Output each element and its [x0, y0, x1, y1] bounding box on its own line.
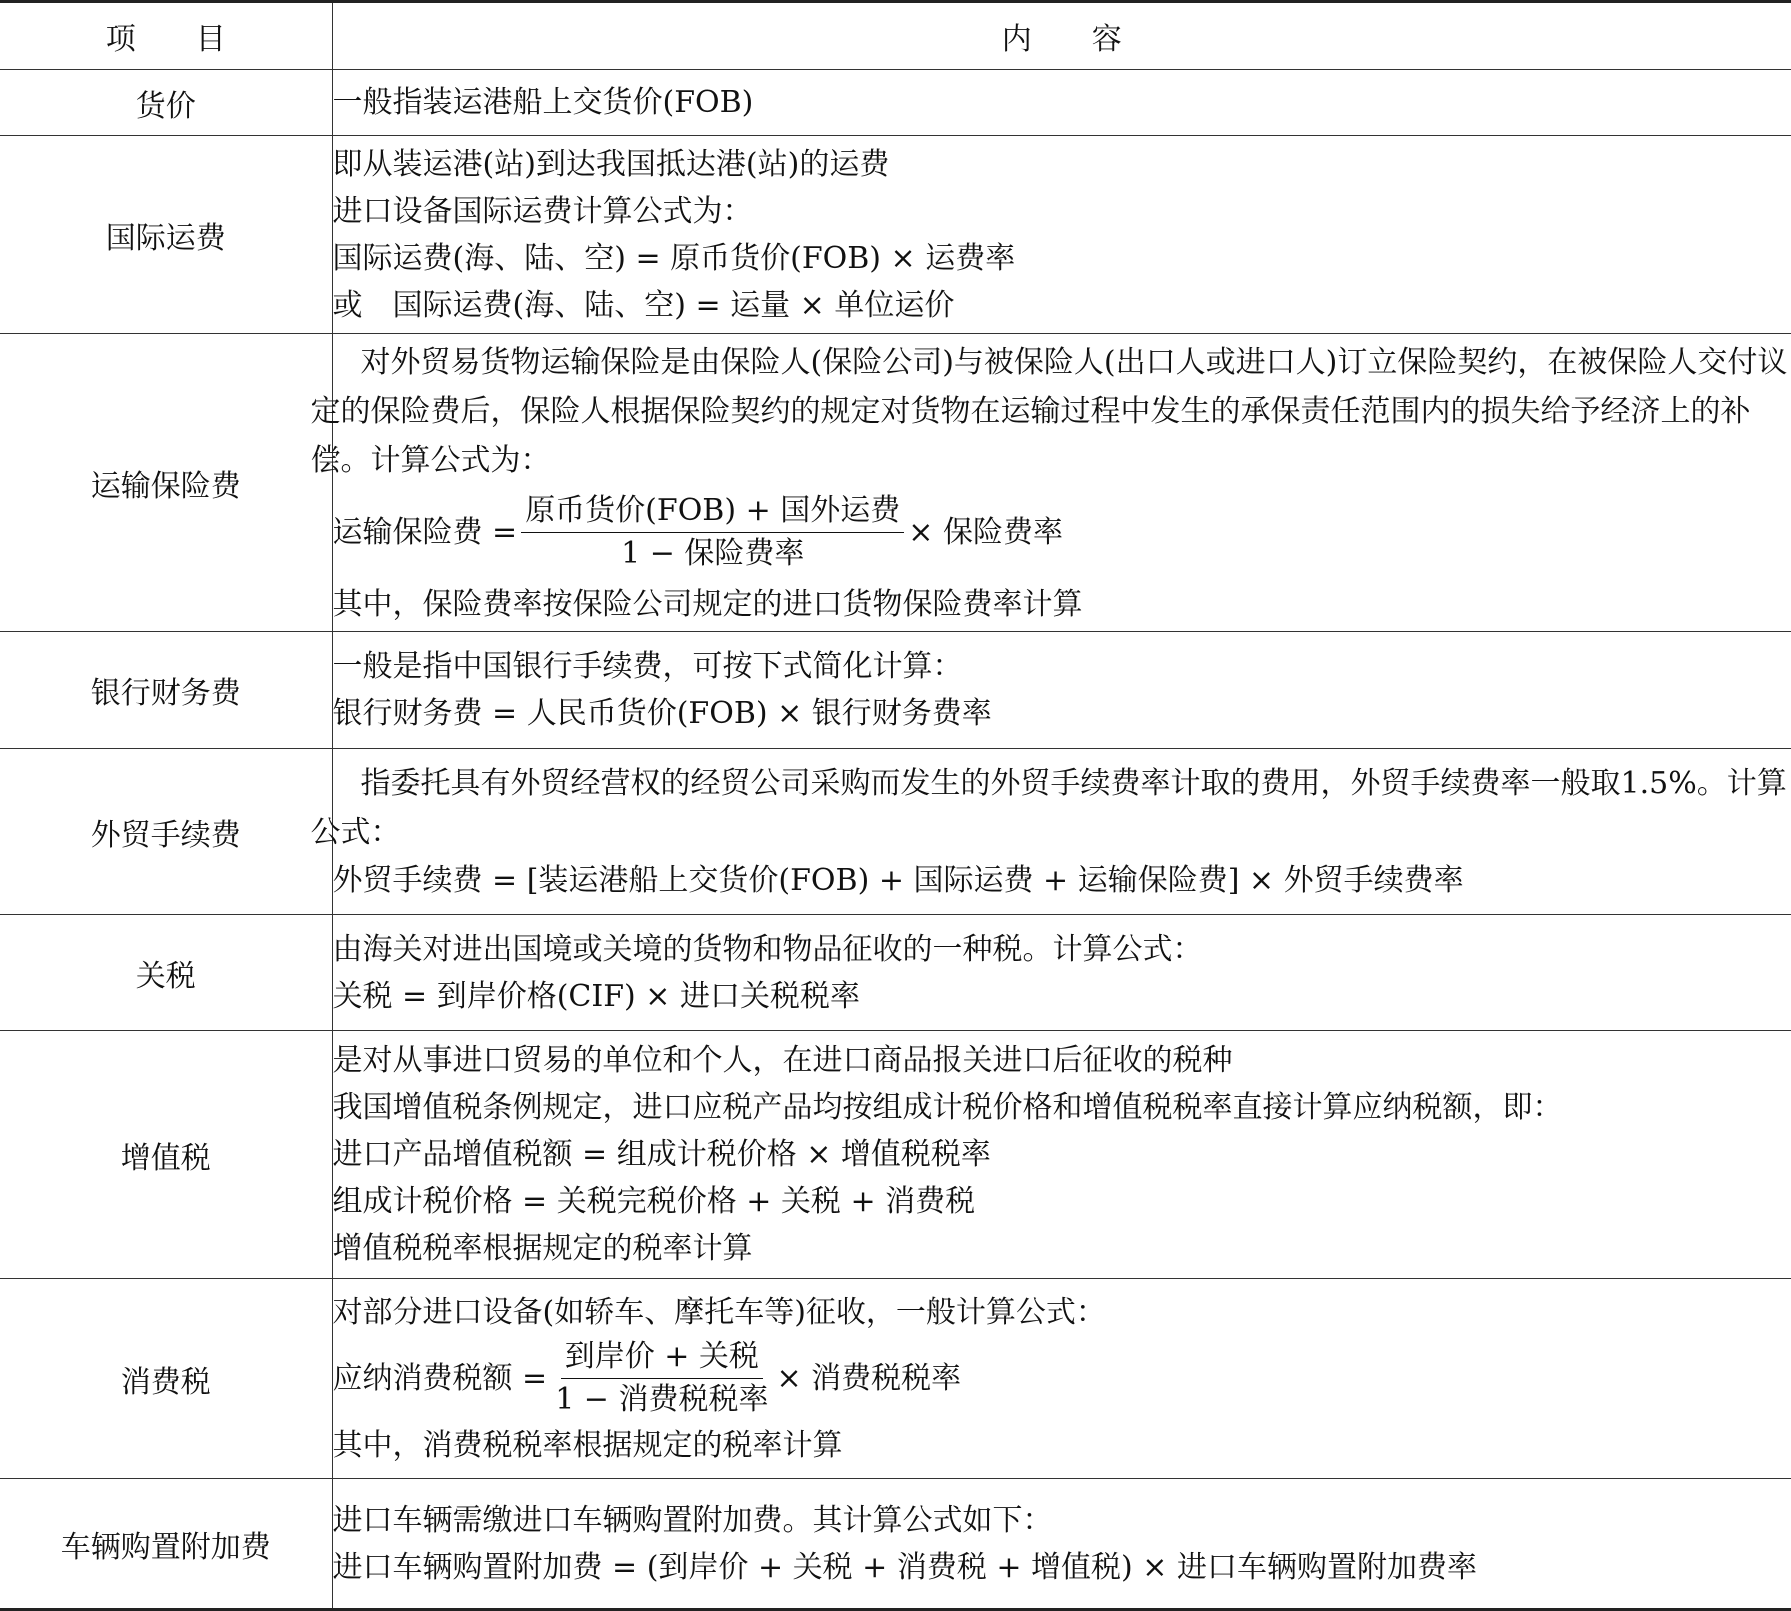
content-line: 进口车辆购置附加费 = (到岸价 + 关税 + 消费税 + 增值税) × 进口车辆购置附加费率 [333, 1544, 1791, 1591]
content-line: 对部分进口设备(如轿车、摩托车等)征收，一般计算公式： [333, 1289, 1791, 1336]
content-line: 我国增值税条例规定，进口应税产品均按组成计税价格和增值税税率直接计算应纳税额，即： [333, 1084, 1791, 1131]
content-note: 其中，保险费率按保险公司规定的进口货物保险费率计算 [333, 581, 1791, 628]
formula-numerator: 原币货价(FOB) + 国外运费 [521, 492, 904, 533]
content-note: 其中，消费税税率根据规定的税率计算 [333, 1422, 1791, 1469]
row-content [332, 749, 1791, 915]
formula-fraction [551, 1338, 772, 1419]
row-content [332, 1479, 1791, 1610]
row-content [332, 1031, 1791, 1279]
formula-rhs: × 保险费率 [908, 509, 1063, 556]
row-item: 银行财务费 [0, 632, 332, 749]
header-item: 项 目 [0, 2, 332, 70]
table-row [0, 1279, 1791, 1479]
row-content [332, 70, 1791, 136]
row-content [332, 1279, 1791, 1479]
content-line: 进口产品增值税额 = 组成计税价格 × 增值税税率 [333, 1131, 1791, 1178]
row-content [332, 915, 1791, 1031]
content-line: 进口车辆需缴进口车辆购置附加费。其计算公式如下： [333, 1497, 1791, 1544]
formula-denominator: 1 − 保险费率 [617, 533, 808, 573]
table-header-row [0, 2, 1791, 70]
formula-fraction [521, 492, 904, 573]
row-item: 增值税 [0, 1031, 332, 1279]
content-paragraph: 对外贸易货物运输保险是由保险人(保险公司)与被保险人(出口人或进口人)订立保险契约，在被保险人交付议定的保险费后，保险人根据保险契约的规定对货物在运输过程中发生的承保责任范围内的损失给予经济上的补偿。计算公式为： [311, 338, 1791, 485]
formula-denominator: 1 − 消费税税率 [551, 1379, 772, 1419]
formula-lhs: 应纳消费税额 = [333, 1355, 548, 1402]
content-line: 关税 = 到岸价格(CIF) × 进口关税税率 [333, 973, 1791, 1020]
row-item: 货价 [0, 70, 332, 136]
content-line: 银行财务费 = 人民币货价(FOB) × 银行财务费率 [333, 690, 1791, 737]
table-row [0, 1479, 1791, 1610]
content-line: 一般是指中国银行手续费，可按下式简化计算： [333, 643, 1791, 690]
row-content [332, 136, 1791, 334]
row-item: 关税 [0, 915, 332, 1031]
formula-rhs: × 消费税税率 [776, 1355, 961, 1402]
content-line: 即从装运港(站)到达我国抵达港(站)的运费 [333, 141, 1791, 188]
content-line: 或 国际运费(海、陆、空) = 运量 × 单位运价 [333, 282, 1791, 329]
formula-numerator: 到岸价 + 关税 [561, 1338, 763, 1379]
table-row [0, 749, 1791, 915]
row-item: 国际运费 [0, 136, 332, 334]
content-line: 增值税税率根据规定的税率计算 [333, 1225, 1791, 1272]
formula-lhs: 运输保险费 = [333, 509, 518, 556]
content-line: 外贸手续费 = [装运港船上交货价(FOB) + 国际运费 + 运输保险费] × 外贸手续费率 [333, 857, 1791, 904]
content-line: 国际运费(海、陆、空) = 原币货价(FOB) × 运费率 [333, 235, 1791, 282]
formula-line [333, 485, 1791, 581]
content-line: 是对从事进口贸易的单位和个人，在进口商品报关进口后征收的税种 [333, 1037, 1791, 1084]
content-line: 进口设备国际运费计算公式为： [333, 188, 1791, 235]
table-row [0, 915, 1791, 1031]
table-row [0, 334, 1791, 632]
content-line: 组成计税价格 = 关税完税价格 + 关税 + 消费税 [333, 1178, 1791, 1225]
table-row [0, 70, 1791, 136]
header-content: 内 容 [332, 2, 1791, 70]
row-item: 外贸手续费 [0, 749, 332, 915]
table-row [0, 632, 1791, 749]
formula-line [333, 1336, 1791, 1422]
content-paragraph: 指委托具有外贸经营权的经贸公司采购而发生的外贸手续费率计取的费用，外贸手续费率一般取1.5%。计算公式： [311, 759, 1791, 857]
row-item: 运输保险费 [0, 334, 332, 632]
table-row [0, 136, 1791, 334]
row-content [332, 632, 1791, 749]
content-line: 一般指装运港船上交货价(FOB) [333, 79, 1791, 126]
table-row [0, 1031, 1791, 1279]
content-line: 由海关对进出国境或关境的货物和物品征收的一种税。计算公式： [333, 926, 1791, 973]
row-content [332, 334, 1791, 632]
row-item: 车辆购置附加费 [0, 1479, 332, 1610]
row-item: 消费税 [0, 1279, 332, 1479]
